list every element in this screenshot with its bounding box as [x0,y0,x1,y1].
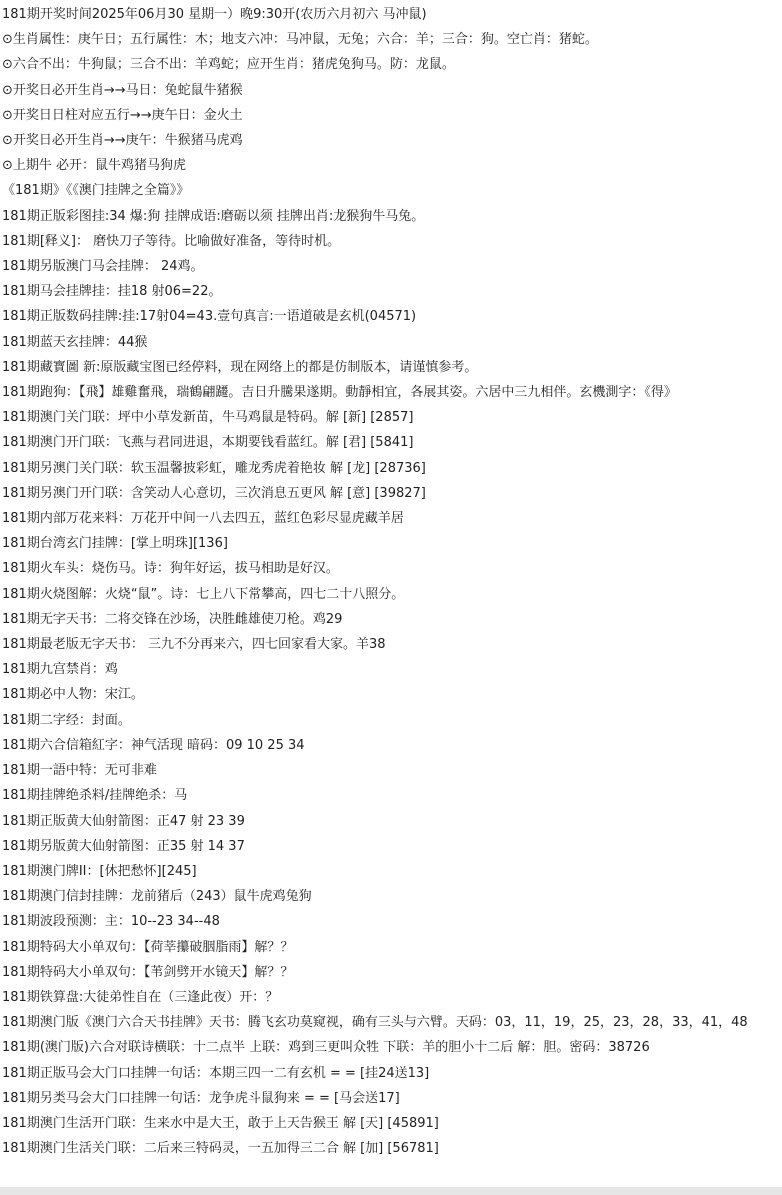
wave-forecast-line: 181期波段预测：主：10--23 34--48 [2,914,220,930]
running-dog-line: 181期跑狗：【飛】雄雞奮飛，瑞鶴翩躚。吉日升騰果遂期。動靜相宜，各展其姿。六居中三九相伴。玄機測字：《得》 [2,385,677,401]
internal-flowers-line: 181期内部万花来料：万花开中间一八去四五，蓝红色彩尽显虎藏羊居 [2,511,404,527]
official-color-chart-line: 181期正版彩图挂:34 爆:狗 挂牌成语:磨砺以须 挂牌出肖:龙猴狗牛马兔。 [2,208,425,224]
day-pillar-elements-line: ⊙开奖日日柱对应五行→→庚午日：金火土 [2,107,243,123]
mailbox-red-line: 181期六合信箱紅字：神气活现 暗码：09 10 25 34 [2,737,305,753]
envelope-board-line: 181期澳门信封挂牌：龙前猪后（243）鼠牛虎鸡兔狗 [2,889,312,905]
draw-time-line: 181期开奖时间2025年06月30 星期一）晚9:30开(农历六月初六 马冲鼠) [2,7,427,22]
nine-palace-line: 181期九宫禁肖：鸡 [2,662,118,678]
iron-abacus-line: 181期铁算盘:大徒弟性自在（三逢此夜）开：？ [2,989,279,1005]
must-open-zodiac-horse-day-line: ⊙开奖日必开生肖→→马日：兔蛇鼠牛猪猴 [2,82,243,98]
horse-club-gate-line: 181期正版马会大门口挂牌一句话：本期三四一二有玄机 = = [挂24送13] [2,1065,430,1081]
size-parity-line-2: 181期特码大小单双句：【苇剑劈开水镜天】解？？ [2,964,294,980]
blue-sky-board-line: 181期蓝天玄挂牌：44猴 [2,334,148,350]
two-character-line: 181期二字经：封面。 [2,712,131,728]
zodiac-attribute-line: ⊙生肖属性：庚午日；五行属性：木；地支六冲：马冲鼠，无兔；六合：羊；三合：狗。空亡肖：猪蛇。 [2,32,598,48]
alt-archery-chart-line: 181期另版黄大仙射箭图：正35 射 14 37 [2,838,245,854]
treasure-map-line: 181期藏寳圖 新:原版藏宝图已经停料，现在网络上的都是仿制版本，请谨慎参考。 [2,359,478,375]
life-close-couplet-line: 181期澳门生活关门联：二后来三特码灵，一五加得三二合 解 [加] [56781] [2,1141,439,1157]
interpretation-line: 181期[释义]： 磨快刀子等待。比喻做好准备，等待时机。 [2,233,341,249]
couplet-poem-line: 181期(澳门版)六合对联诗横联：十二点半 上联：鸡到三更叫众牲 下联：羊的胆小十二后 解：胆。密码：38726 [2,1040,650,1056]
alt-macau-horse-line: 181期另版澳门马会挂牌： 24鸡。 [2,259,204,275]
archery-chart-line: 181期正版黄大仙射箭图：正47 射 23 39 [2,813,245,829]
one-sentence-line: 181期一語中特：无可非难 [2,763,157,779]
must-hit-person-line: 181期必中人物：宋江。 [2,687,144,703]
alt-macau-open-couplet-line: 181期另澳门开门联：含笑动人心意切，三次消息五更风 解 [意] [39827] [2,485,426,501]
heavenly-book-line: 181期澳门版《澳门六合天书挂牌》天书：腾飞玄功莫窥视，确有三头与六臂。天码：03，11，19，25，23，28，33，41，48 [2,1015,748,1031]
taiwan-board-line: 181期台湾玄门挂牌：[掌上明珠][136] [2,536,228,552]
alt-macau-close-couplet-line: 181期另澳门关门联：软玉温馨披彩虹，雕龙秀虎着艳妆 解 [龙] [28736] [2,460,426,476]
alt-horse-club-gate-line: 181期另类马会大门口挂牌一句话：龙争虎斗鼠狗来 = = [马会送17] [2,1090,400,1106]
last-period-line: ⊙上期牛 必开：鼠牛鸡猪马狗虎 [2,158,187,174]
size-parity-line-1: 181期特码大小单双句：【荷莘攥破胭脂雨】解？？ [2,939,294,955]
life-open-couplet-line: 181期澳门生活开门联：生来水中是大王，敢于上天告猴王 解 [天] [45891] [2,1115,439,1131]
macau-open-couplet-line: 181期澳门开门联：飞燕与君同进退，本期要钱看蓝红。解 [君] [5841] [2,435,414,451]
board-kill-line: 181期挂牌绝杀料/挂牌绝杀：马 [2,788,188,804]
oldest-wordless-book-line: 181期最老版无字天书： 三九不分再来六，四七回家看大家。羊38 [2,637,386,653]
liuhe-line: ⊙六合不出：牛狗鼠；三合不出：羊鸡蛇；应开生肖：猪虎兔狗马。防：龙鼠。 [2,57,455,73]
section-heading: 《181期》《《澳门挂牌之全篇》》 [2,183,190,199]
macau-close-couplet-line: 181期澳门关门联：坪中小草发新苗，牛马鸡鼠是特码。解 [新] [2857] [2,410,414,426]
locomotive-line: 181期火车头：烧伤马。诗：狗年好运，拔马相助是好汉。 [2,561,339,577]
wordless-book-line: 181期无字天书：二将交锋在沙场，决胜雌雄使刀枪。鸡29 [2,611,343,627]
macau-card-ii-line: 181期澳门牌II：[休把愁怀][245] [2,863,197,879]
horizontal-scrollbar[interactable] [0,1187,782,1195]
must-open-zodiac-gengwu-line: ⊙开奖日必开生肖→→庚午：牛猴猪马虎鸡 [2,133,243,149]
digital-board-line: 181期正版数码挂牌:挂:17射04=43.壹句真言:一语道破是玄机(04571) [2,309,417,325]
fire-burn-line: 181期火烧图解：火烧“鼠”。诗：七上八下常攀高，四七二十八照分。 [2,586,405,602]
horse-club-board-line: 181期马会挂牌挂：挂18 射06=22。 [2,284,222,300]
